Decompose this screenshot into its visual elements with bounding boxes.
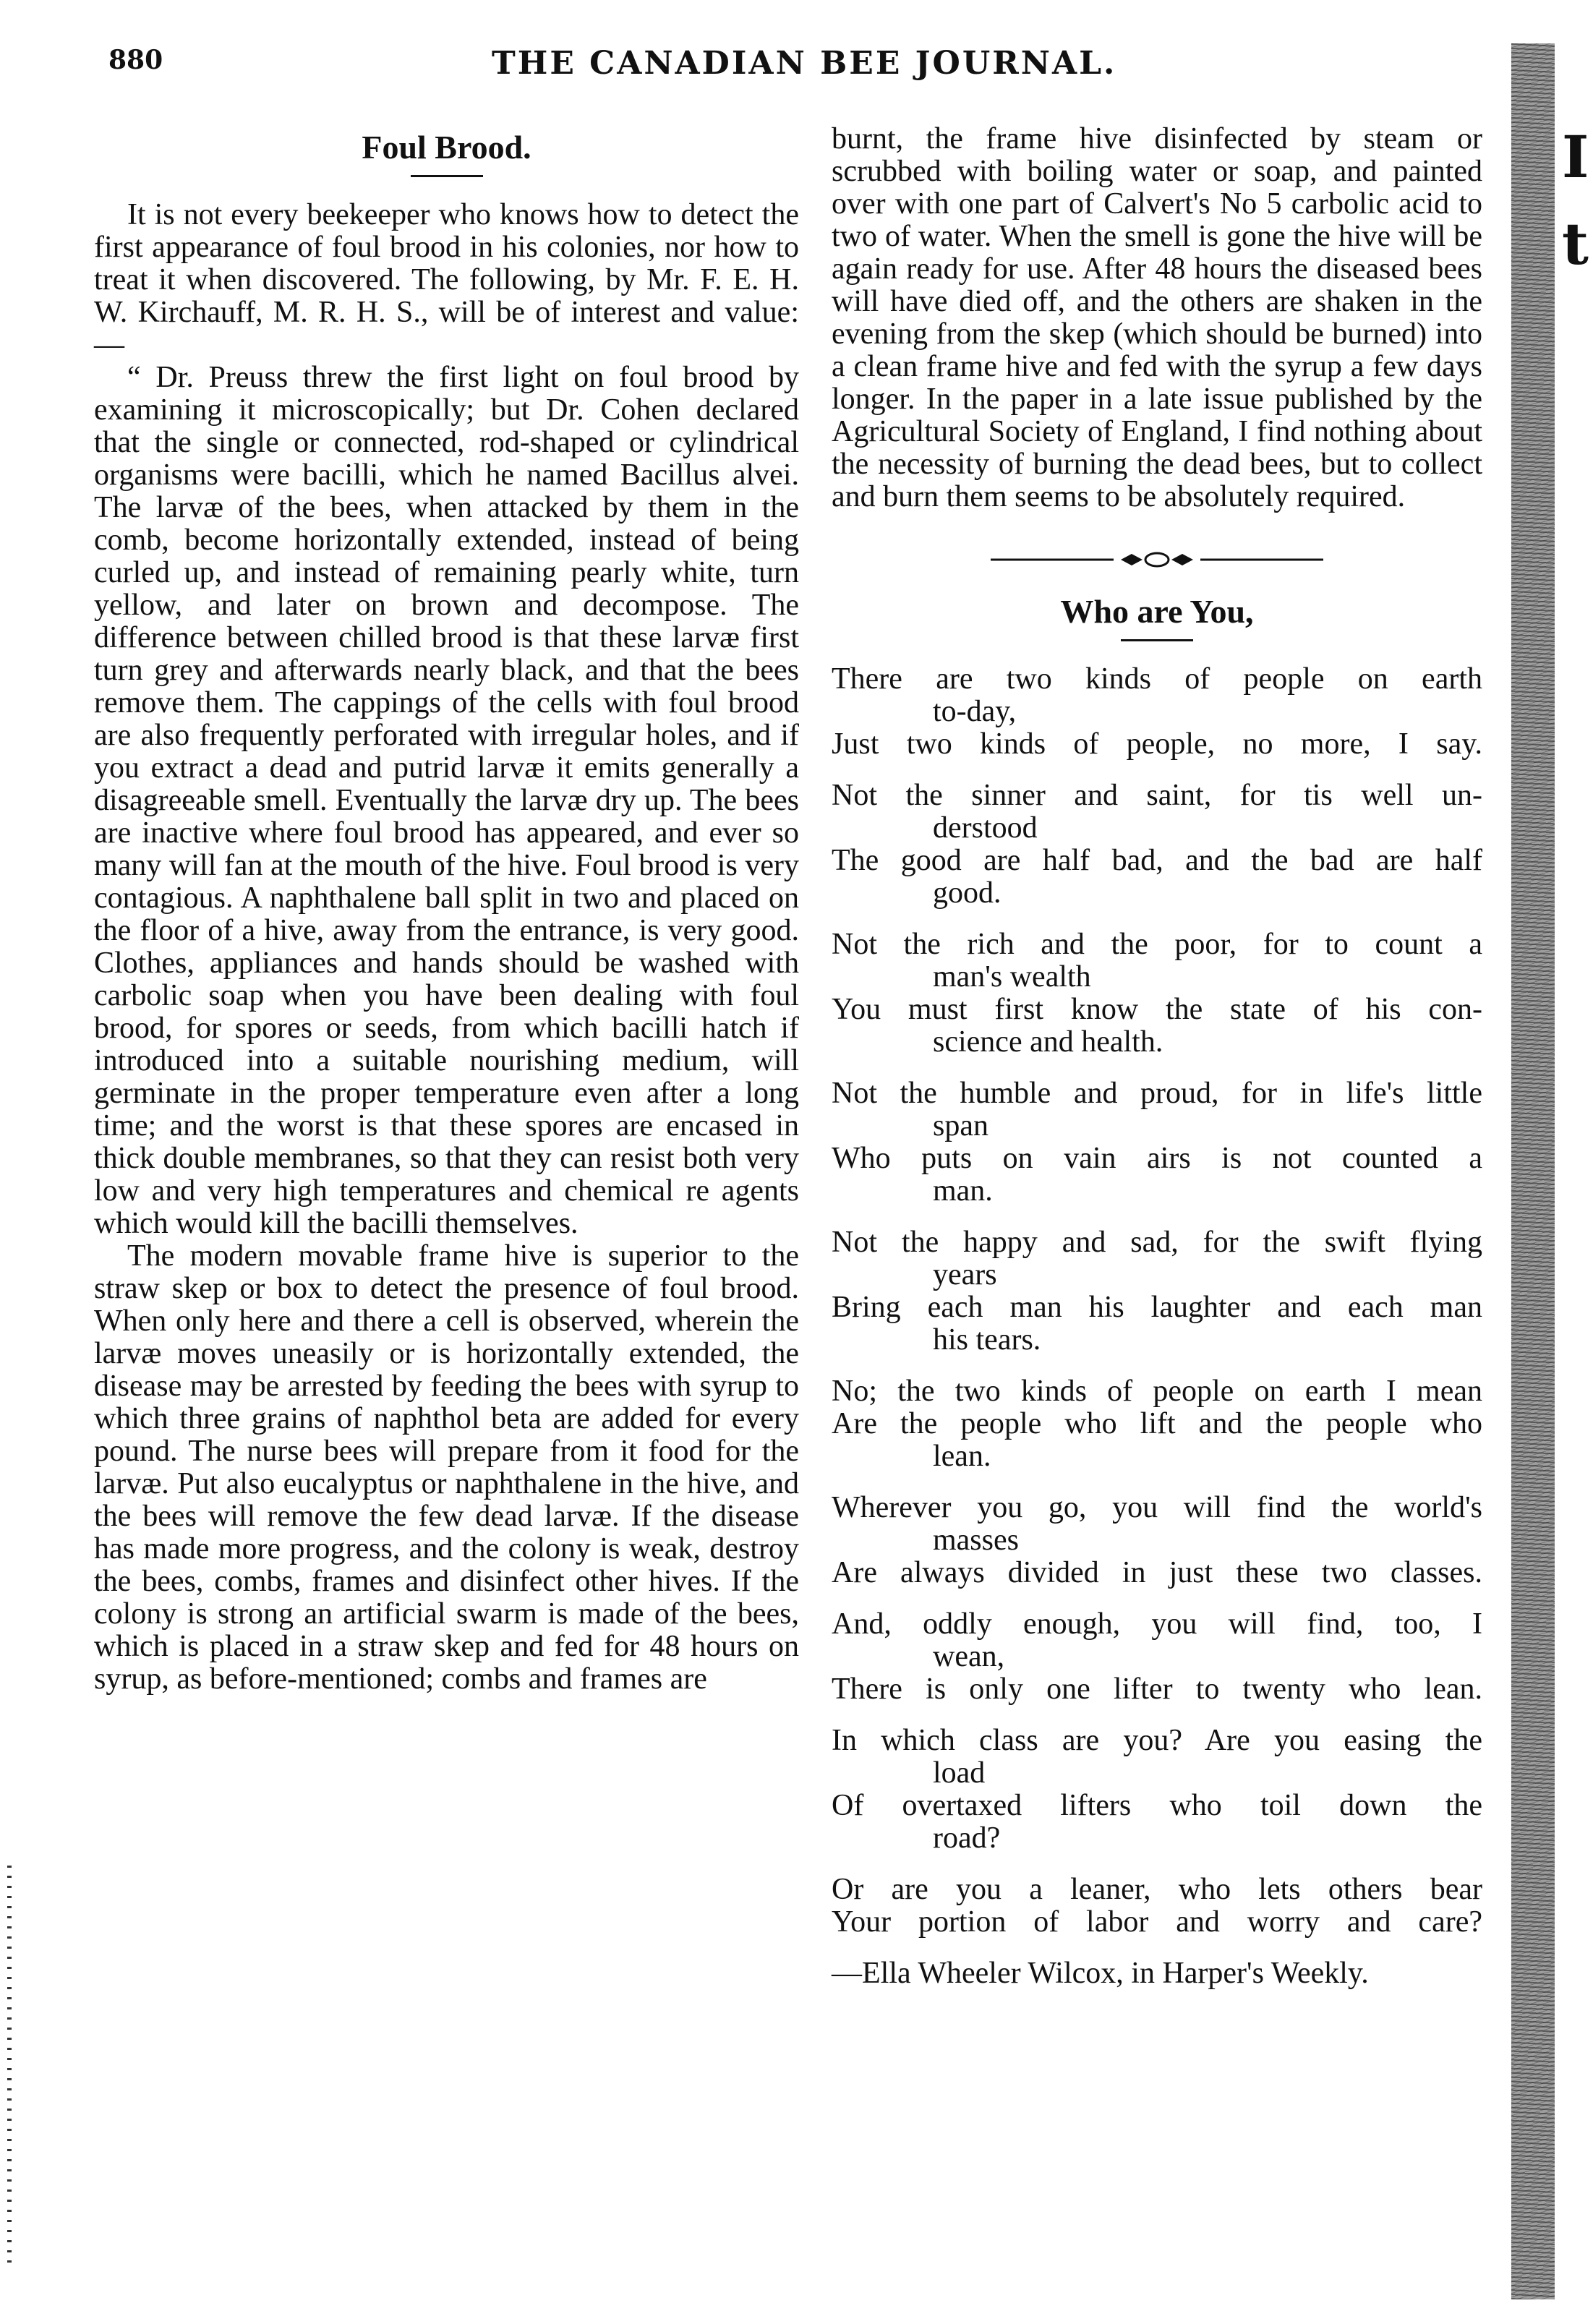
edge-letter-fragment: t	[1562, 210, 1589, 278]
poem-line: lean.	[933, 1440, 991, 1473]
poem-line: And, oddly enough, you will find, too, I	[832, 1607, 1482, 1641]
poem-line: Wherever you go, you will find the world's	[832, 1491, 1482, 1524]
poem-stanza	[832, 928, 1482, 1059]
poem-stanza	[832, 1375, 1482, 1473]
scanned-edge-strip	[1511, 43, 1555, 2299]
journal-title: THE CANADIAN BEE JOURNAL.	[492, 45, 1117, 82]
edge-letter-fragment: I	[1562, 123, 1589, 191]
title-rule	[411, 175, 483, 177]
poem-line: Are always divided in just these two classes.	[832, 1556, 1482, 1589]
article-title-foul-brood: Foul Brood.	[362, 129, 531, 166]
page-number: 880	[108, 45, 163, 75]
poem-line: Of overtaxed lifters who toil down the	[832, 1789, 1482, 1822]
poem-line: Bring each man his laughter and each man	[832, 1291, 1482, 1324]
right-column	[832, 123, 1482, 1990]
poem-line: Not the humble and proud, for in life's little	[832, 1077, 1482, 1110]
poem	[832, 663, 1482, 1939]
section-ornament	[991, 550, 1323, 570]
poem-line: Are the people who lift and the people who	[832, 1407, 1482, 1440]
article-title-who-are-you: Who are You,	[1060, 593, 1254, 630]
poem-stanza	[832, 1492, 1482, 1589]
article-paragraph-continued: burnt, the frame hive disinfected by steam or scrubbed with boiling water or soap, and painted over with one part of Calvert's No 5 carbolic acid to two of water. When the smell is gone the hive will be again ready for use. After 48 hours the diseased bees will have died off, and the others are shaken in the evening from the skep (which should be burned) into a clean frame hive and fed with the syrup a few days longer. In the paper in a late issue published by the Agricultural Society of England, I find nothing about the necessity of burning the dead bees, but to collect and burn them seems to be absolutely required.	[832, 122, 1482, 513]
title-rule	[1121, 639, 1193, 641]
poem-stanza	[832, 1077, 1482, 1208]
poem-line: There are two kinds of people on earth	[832, 662, 1482, 696]
poem-line: span	[933, 1109, 988, 1142]
poem-line: derstood	[933, 811, 1038, 845]
poem-line: road?	[933, 1821, 1001, 1855]
poem-stanza	[832, 779, 1482, 910]
poem-line: man.	[933, 1174, 993, 1208]
poem-stanza	[832, 1226, 1482, 1357]
poem-line: Just two kinds of people, no more, I say.	[832, 727, 1482, 761]
poem-line: science and health.	[933, 1025, 1163, 1059]
poem-line: You must first know the state of his con-	[832, 993, 1482, 1026]
poem-line: Who puts on vain airs is not counted a	[832, 1142, 1482, 1175]
poem-stanza	[832, 663, 1482, 761]
article-paragraph: The modern movable frame hive is superior to the straw skep or box to detect the presence of foul brood. When only here and there a cell is observed, wherein the larvæ moves uneasily or is horizontally extended, the disease may be arrested by feeding the bees with syrup to which three grains of naphthol beta are added for every pound. The nurse bees will prepare from it food for the larvæ. Put also eucalyptus or naphthalene in the hive, and the bees will remove the few dead larvæ. If the disease has made more progress, and the colony is weak, destroy the bees, combs, frames and disinfect other hives. If the colony is strong an artificial swarm is made of the bees, which is placed in a straw skep and fed for 48 hours on syrup, as before-mentioned; combs and frames are	[94, 1239, 799, 1696]
article-paragraph: “ Dr. Preuss threw the first light on foul brood by examining it microscopically; but Dr. Cohen declared that the single or connected, rod-shaped or cylindrical organisms were bacilli, which he named Bacillus alvei. The larvæ of the bees, when attacked by them in the comb, become horizontally extended, instead of being curled up, and instead of remaining pearly white, turn yellow, and later on brown and decompose. The difference between chilled brood is that these larvæ first turn grey and afterwards nearly black, and that the bees remove them. The cappings of the cells with foul brood are also frequently perforated with irregular holes, and if you extract a dead and putrid larvæ it emits generally a disagreeable smell. Eventually the larvæ dry up. The bees are inactive where foul brood has appeared, and ever so many will fan at the mouth of the hive. Foul brood is very contagious. A naphthalene ball split in two and placed on the floor of a hive, away from the entrance, is very good. Clothes, appliances and hands should be washed with carbolic soap when you have been dealing with foul brood, for spores or seeds, from which bacilli hatch if introduced into a suitable nourishing medium, will germinate in the proper temperature even after a long time; and the worst is that these spores are encased in thick double membranes, so that they can resist both very low and very high temperatures and chemical re agents which would kill the bacilli themselves.	[94, 361, 799, 1240]
poem-line: Not the rich and the poor, for to count a	[832, 928, 1482, 961]
poem-line: good.	[933, 876, 1002, 910]
poem-line: man's wealth	[933, 960, 1091, 994]
poem-line: Or are you a leaner, who lets others bear	[832, 1873, 1482, 1906]
poem-line: Your portion of labor and worry and care?	[832, 1905, 1482, 1939]
poem-stanza	[832, 1874, 1482, 1939]
poem-line: In which class are you? Are you easing the	[832, 1724, 1482, 1757]
poem-line: Not the happy and sad, for the swift flying	[832, 1226, 1482, 1259]
poem-line: No; the two kinds of people on earth I mean	[832, 1375, 1482, 1408]
poem-line: his tears.	[933, 1323, 1041, 1357]
article-paragraph: It is not every beekeeper who knows how to detect the first appearance of foul brood in his colonies, nor how to treat it when discovered. The following, by Mr. F. E. H. W. Kirchauff, M. R. H. S., will be of interest and value:—	[94, 198, 799, 362]
gutter-scan-marks	[7, 1866, 12, 2270]
poem-line: There is only one lifter to twenty who lean.	[832, 1672, 1482, 1706]
poem-line: The good are half bad, and the bad are half	[832, 844, 1482, 877]
poem-author: —Ella Wheeler Wilcox, in Harper's Weekly.	[832, 1957, 1369, 1990]
poem-line: masses	[933, 1524, 1019, 1557]
poem-line: wean,	[933, 1640, 1005, 1673]
left-column	[94, 123, 799, 1696]
poem-line: Not the sinner and saint, for tis well un-	[832, 779, 1482, 812]
poem-stanza	[832, 1608, 1482, 1706]
poem-line: load	[933, 1756, 986, 1790]
page-header	[108, 45, 1179, 88]
poem-line: to-day,	[933, 695, 1017, 728]
poem-stanza	[832, 1725, 1482, 1855]
poem-line: years	[933, 1258, 997, 1291]
